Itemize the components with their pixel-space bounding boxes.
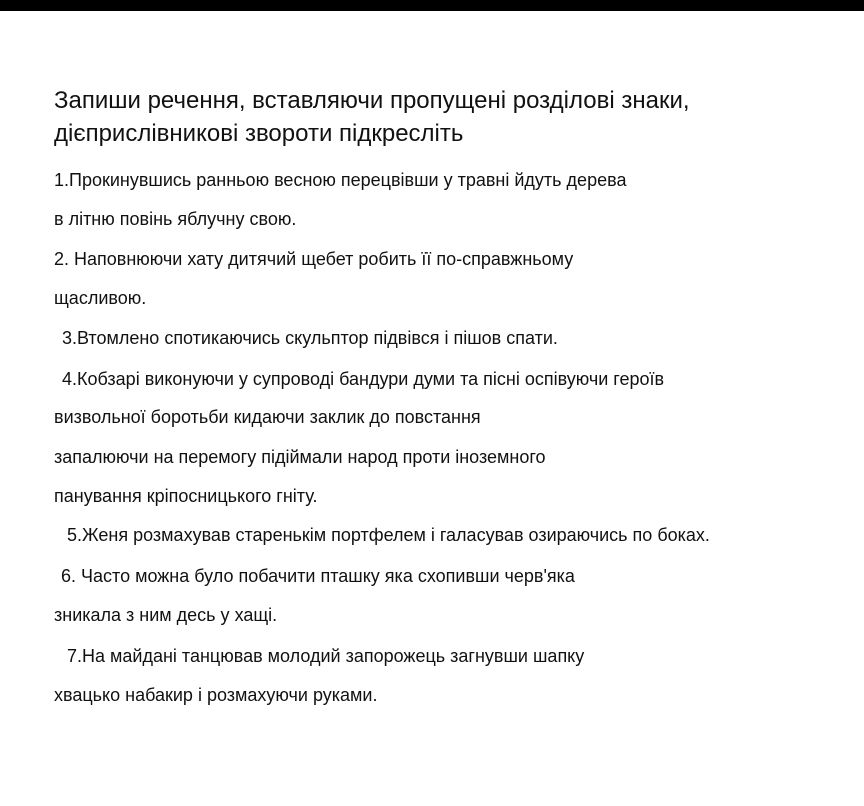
sentence-line: визвольної боротьби кидаючи заклик до повстання [54, 407, 481, 427]
task-title-line-2: дієприслівникові звороти підкресліть [54, 120, 464, 147]
task-title [54, 84, 844, 150]
sentence-line: 3.Втомлено спотикаючись скульптор підвівся і пішов спати. [62, 328, 558, 348]
sentence-line: 5.Женя розмахував старенькім портфелем і галасував озираючись по боках. [67, 525, 710, 545]
sentence-line: запалюючи на перемогу підіймали народ проти іноземного [54, 447, 546, 467]
sentence-line: в літню повінь яблучну свою. [54, 209, 297, 229]
sentence-line: 6. Часто можна було побачити пташку яка схопивши черв'яка [61, 566, 575, 586]
sentence-line: 7.На майдані танцював молодий запорожець загнувши шапку [67, 646, 585, 666]
sentence-line: 4.Кобзарі виконуючи у супроводі бандури думи та пісні оспівуючи героїв [62, 369, 665, 389]
sentence-line: 1.Прокинувшись ранньою весною перецвівши у травні йдуть дерева [54, 170, 627, 190]
sentence-line: хвацько набакир і розмахуючи руками. [54, 685, 378, 705]
sentence-line: панування кріпосницького гніту. [54, 486, 318, 506]
task-title-line-1: Запиши речення, вставляючи пропущені розділові знаки, [54, 87, 690, 114]
sentence-line: 2. Наповнюючи хату дитячий щебет робить її по-справжньому [54, 249, 574, 269]
sentence-line: зникала з ним десь у хащі. [54, 605, 278, 625]
sentence-line: щасливою. [54, 288, 147, 308]
